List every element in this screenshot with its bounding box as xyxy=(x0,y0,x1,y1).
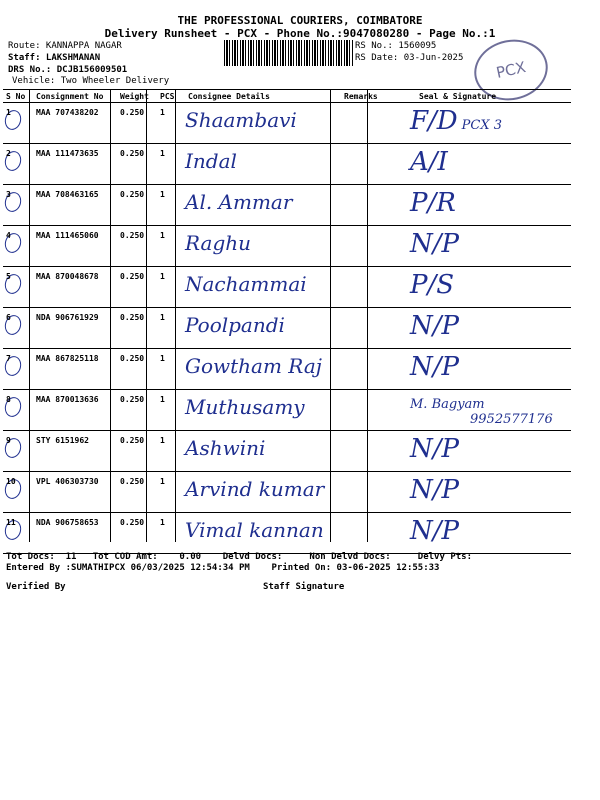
seal-signature-handwritten xyxy=(410,106,502,136)
consignment-cell: MAA 870048678 xyxy=(33,267,117,308)
seal-signature-handwritten xyxy=(410,352,459,382)
seal-text: P/R xyxy=(410,188,456,218)
col-sno: S No xyxy=(3,90,33,103)
seal-signature-handwritten xyxy=(410,434,459,464)
pcs-cell: 1 xyxy=(157,349,185,390)
remarks-cell xyxy=(341,308,397,349)
table-row xyxy=(3,431,571,472)
consignee-name-handwritten: Nachammai xyxy=(185,272,307,296)
consignment-cell: MAA 707438202 xyxy=(33,103,117,144)
seal-text: N/P xyxy=(410,229,460,259)
pcs-cell: 1 xyxy=(157,513,185,554)
consignment-cell: MAA 867825118 xyxy=(33,349,117,390)
weight-cell: 0.250 xyxy=(117,513,157,554)
consignment-cell: STY 6151962 xyxy=(33,431,117,472)
sno-text: 1 xyxy=(6,108,11,117)
consignee-name-handwritten: Ashwini xyxy=(185,436,266,460)
consignment-cell: NDA 906758653 xyxy=(33,513,117,554)
seal-text: N/P xyxy=(410,434,460,464)
weight-cell: 0.250 xyxy=(117,308,157,349)
pcs-cell: 1 xyxy=(157,472,185,513)
seal-signature-handwritten xyxy=(410,147,448,177)
pcs-cell: 1 xyxy=(157,267,185,308)
barcode xyxy=(224,40,354,66)
drs-label: DRS No.: DCJB156009501 xyxy=(8,65,128,75)
col-divider xyxy=(146,89,147,542)
pcs-cell: 1 xyxy=(157,308,185,349)
entered-by-line: Entered By :SUMATHIPCX 06/03/2025 12:54:34 PM Printed On: 03-06-2025 12:55:33 xyxy=(6,563,440,573)
staff-signature-label: Staff Signature xyxy=(263,582,345,592)
col-divider xyxy=(110,89,111,542)
sno-text: 5 xyxy=(6,272,11,281)
seal-signature-handwritten xyxy=(410,516,459,546)
weight-cell: 0.250 xyxy=(117,472,157,513)
remarks-cell xyxy=(341,144,397,185)
consignee-name-handwritten: Vimal kannan xyxy=(185,518,324,542)
consignee-name-handwritten: Arvind kumar xyxy=(185,477,325,501)
col-consignee: Consignee Details xyxy=(185,90,341,103)
weight-cell: 0.250 xyxy=(117,431,157,472)
col-divider xyxy=(175,89,176,542)
weight-cell: 0.250 xyxy=(117,185,157,226)
weight-cell: 0.250 xyxy=(117,144,157,185)
pcs-cell: 1 xyxy=(157,390,185,431)
seal-text: P/S xyxy=(410,270,455,300)
consignment-cell: MAA 708463165 xyxy=(33,185,117,226)
company-title: THE PROFESSIONAL COURIERS, COIMBATORE xyxy=(177,14,423,27)
remarks-cell xyxy=(341,103,397,144)
consignment-cell: MAA 111465060 xyxy=(33,226,117,267)
consignee-name-handwritten: Gowtham Raj xyxy=(185,354,322,378)
remarks-cell xyxy=(341,472,397,513)
seal-signature-handwritten xyxy=(410,475,459,505)
seal-signature-handwritten xyxy=(410,188,456,218)
consignment-cell: MAA 111473635 xyxy=(33,144,117,185)
seal-subtext: PCX 3 xyxy=(461,118,503,133)
seal-signature-handwritten xyxy=(410,393,553,427)
remarks-cell xyxy=(341,431,397,472)
consignment-cell: NDA 906761929 xyxy=(33,308,117,349)
weight-cell: 0.250 xyxy=(117,349,157,390)
col-remarks: Remarks xyxy=(341,90,397,103)
rs-number: RS No.: 1560095 xyxy=(355,41,437,51)
pcs-cell: 1 xyxy=(157,103,185,144)
weight-cell: 0.250 xyxy=(117,226,157,267)
pcs-cell: 1 xyxy=(157,144,185,185)
seal-text: N/P xyxy=(410,475,460,505)
totals-line: Tot Docs: 11 Tot COD Amt: 0.00 Delvd Docs: Non Delvd Docs: Delvy Pts: xyxy=(6,552,472,562)
col-divider xyxy=(367,89,368,542)
seal-text: N/P xyxy=(410,311,460,341)
runsheet-title: Delivery Runsheet - PCX - Phone No.:9047080280 - Page No.:1 xyxy=(104,27,496,40)
remarks-cell xyxy=(341,513,397,554)
col-pcs: PCS xyxy=(157,90,185,103)
vehicle-label: Vehicle: Two Wheeler Delivery xyxy=(12,76,170,86)
weight-cell: 0.250 xyxy=(117,390,157,431)
seal-signature-handwritten xyxy=(410,229,459,259)
consignee-name-handwritten: Al. Ammar xyxy=(185,190,293,214)
col-consignment: Consignment No xyxy=(33,90,117,103)
seal-subtext: 9952577176 xyxy=(470,412,553,427)
verified-by-label: Verified By xyxy=(6,582,66,592)
weight-cell: 0.250 xyxy=(117,267,157,308)
col-divider xyxy=(29,89,30,542)
pcs-cell: 1 xyxy=(157,185,185,226)
seal-text: F/D xyxy=(410,106,458,136)
col-weight: Weight xyxy=(117,90,157,103)
seal-text: N/P xyxy=(410,516,460,546)
pcx-stamp: PCX xyxy=(469,33,554,107)
col-divider xyxy=(330,89,331,542)
sno-text: 3 xyxy=(6,190,11,199)
consignee-name-handwritten: Poolpandi xyxy=(185,313,285,337)
sno-text: 2 xyxy=(6,149,11,158)
staff-label: Staff: LAKSHMANAN xyxy=(8,53,101,63)
consignee-name-handwritten: Raghu xyxy=(185,231,252,255)
seal-text: A/I xyxy=(410,147,448,177)
seal-signature-handwritten xyxy=(410,270,454,300)
table-row xyxy=(3,308,571,349)
remarks-cell xyxy=(341,267,397,308)
consignee-name-handwritten: Indal xyxy=(185,149,237,173)
table-header-row xyxy=(3,90,571,103)
sno-text: 10 xyxy=(6,477,16,486)
consignment-cell: VPL 406303730 xyxy=(33,472,117,513)
sno-text: 4 xyxy=(6,231,11,240)
seal-text: M. Bagyam xyxy=(410,397,485,412)
route-label: Route: KANNAPPA NAGAR xyxy=(8,41,122,51)
sno-text: 11 xyxy=(6,518,16,527)
sno-text: 6 xyxy=(6,313,11,322)
table-row xyxy=(3,144,571,185)
pcs-cell: 1 xyxy=(157,226,185,267)
seal-text: N/P xyxy=(410,352,460,382)
remarks-cell xyxy=(341,390,397,431)
rs-date: RS Date: 03-Jun-2025 xyxy=(355,53,464,63)
remarks-cell xyxy=(341,349,397,390)
sno-text: 8 xyxy=(6,395,11,404)
sno-text: 7 xyxy=(6,354,11,363)
sno-text: 9 xyxy=(6,436,11,445)
table-row xyxy=(3,226,571,267)
consignee-name-handwritten: Muthusamy xyxy=(185,395,305,419)
consignment-cell: MAA 870013636 xyxy=(33,390,117,431)
consignee-name-handwritten: Shaambavi xyxy=(185,108,297,132)
pcs-cell: 1 xyxy=(157,431,185,472)
weight-cell: 0.250 xyxy=(117,103,157,144)
remarks-cell xyxy=(341,185,397,226)
remarks-cell xyxy=(341,226,397,267)
col-seal: Seal & Signature xyxy=(397,90,571,103)
seal-signature-handwritten xyxy=(410,311,459,341)
